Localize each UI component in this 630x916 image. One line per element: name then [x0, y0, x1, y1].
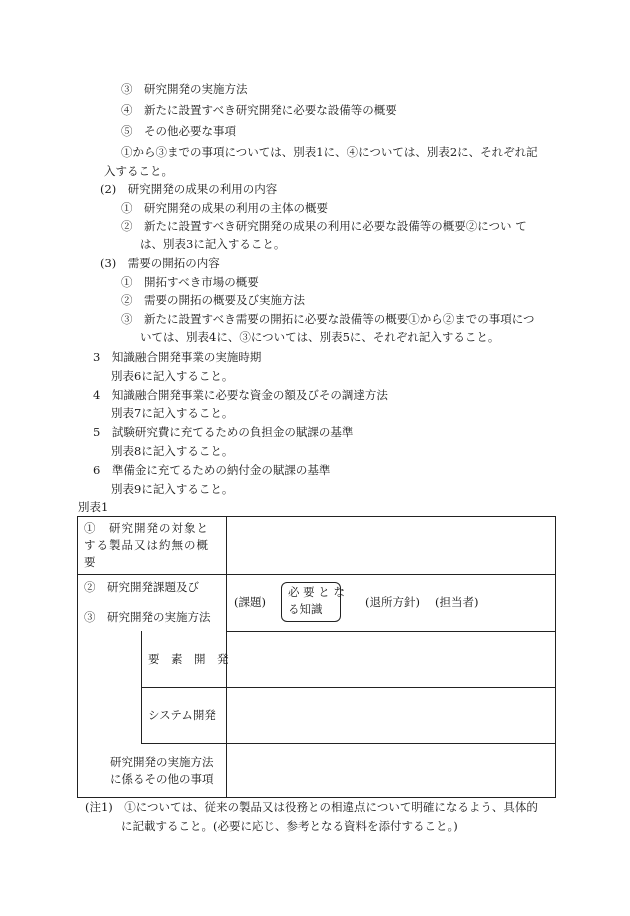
note-line-1: (注1) ①については、従来の製品又は役務との相違点について明確になるよう、具体的	[85, 800, 538, 814]
item-3-method: ③ 研究開発の実施方法	[121, 82, 248, 96]
table-1	[77, 516, 556, 798]
sec2-item-2-line-1: ② 新たに設置すべき研究開発の成果の利用に必要な設備等の概要②につい て	[121, 219, 527, 233]
row-divider	[78, 574, 555, 575]
row5-label-line-2: に係るその他の事項	[110, 772, 214, 786]
section-3-heading: 3 知識融合開発事業の実施時期	[93, 350, 262, 364]
section-4-heading: 4 知識融合開発事業に必要な資金の額及びその調達方法	[93, 388, 388, 402]
header-chishiki-line-2: る知識	[288, 602, 323, 616]
header-hoshin: (退所方針)	[365, 595, 420, 609]
row-divider	[226, 631, 555, 632]
note-line-2: に記載すること。(必要に応じ、参考となる資料を添付すること。)	[121, 819, 458, 833]
sec2-item-2-line-2: は、別表3に記入すること。	[140, 237, 286, 251]
column-divider	[141, 631, 142, 744]
sec3-item-3-line-2: いては、別表4に、③については、別表5に、それぞれ記入すること。	[140, 330, 500, 344]
row1-label-line-3: 要	[84, 555, 96, 569]
item-4-equipment: ④ 新たに設置すべき研究開発に必要な設備等の概要	[121, 103, 397, 117]
row2-label-a: ② 研究開発課題及び	[84, 580, 199, 594]
section-3-body: 別表6に記入すること。	[111, 369, 234, 383]
header-tanto: (担当者)	[435, 595, 479, 609]
sec2-item-1: ① 研究開発の成果の利用の主体の概要	[121, 201, 328, 215]
section-4-body: 別表7に記入すること。	[111, 406, 234, 420]
header-kadai: (課題)	[234, 595, 266, 609]
item-5-other: ⑤ その他必要な事項	[121, 124, 236, 138]
sec3-item-3-line-1: ③ 新たに設置すべき需要の開拓に必要な設備等の概要①から②までの事項につ	[121, 312, 535, 326]
sec2-heading: (2) 研究開発の成果の利用の内容	[100, 182, 278, 196]
para-1-line-1: ①から③までの事項については、別表1に、④については、別表2に、それぞれ記	[121, 145, 538, 159]
row2-label-b: ③ 研究開発の実施方法	[84, 610, 211, 624]
row1-label-line-1: ① 研究開発の対象と	[84, 521, 209, 535]
row5-label-line-1: 研究開発の実施方法	[110, 755, 214, 769]
row1-label-line-2: する製品又は約無の概	[84, 538, 209, 552]
table-title: 別表1	[78, 500, 109, 514]
section-6-body: 別表9に記入すること。	[111, 482, 234, 496]
header-chishiki-line-1: 必 要 と な	[288, 585, 345, 599]
sub-row-system-dev: システム開発	[148, 708, 216, 722]
section-5-heading: 5 試験研究費に充てるための負担金の賦課の基準	[93, 425, 354, 439]
section-5-body: 別表8に記入すること。	[111, 444, 234, 458]
row-divider	[141, 687, 555, 688]
section-6-heading: 6 準備金に充てるための納付金の賦課の基準	[93, 463, 331, 477]
sec3-item-2: ② 需要の開拓の概要及び実施方法	[121, 293, 305, 307]
row-divider	[141, 743, 555, 744]
sub-row-element-dev: 要 素 開 発	[148, 652, 229, 666]
sec3-heading: (3) 需要の開拓の内容	[100, 256, 220, 270]
para-1-line-2: 入すること。	[104, 164, 173, 178]
sec3-item-1: ① 開拓すべき市場の概要	[121, 275, 259, 289]
